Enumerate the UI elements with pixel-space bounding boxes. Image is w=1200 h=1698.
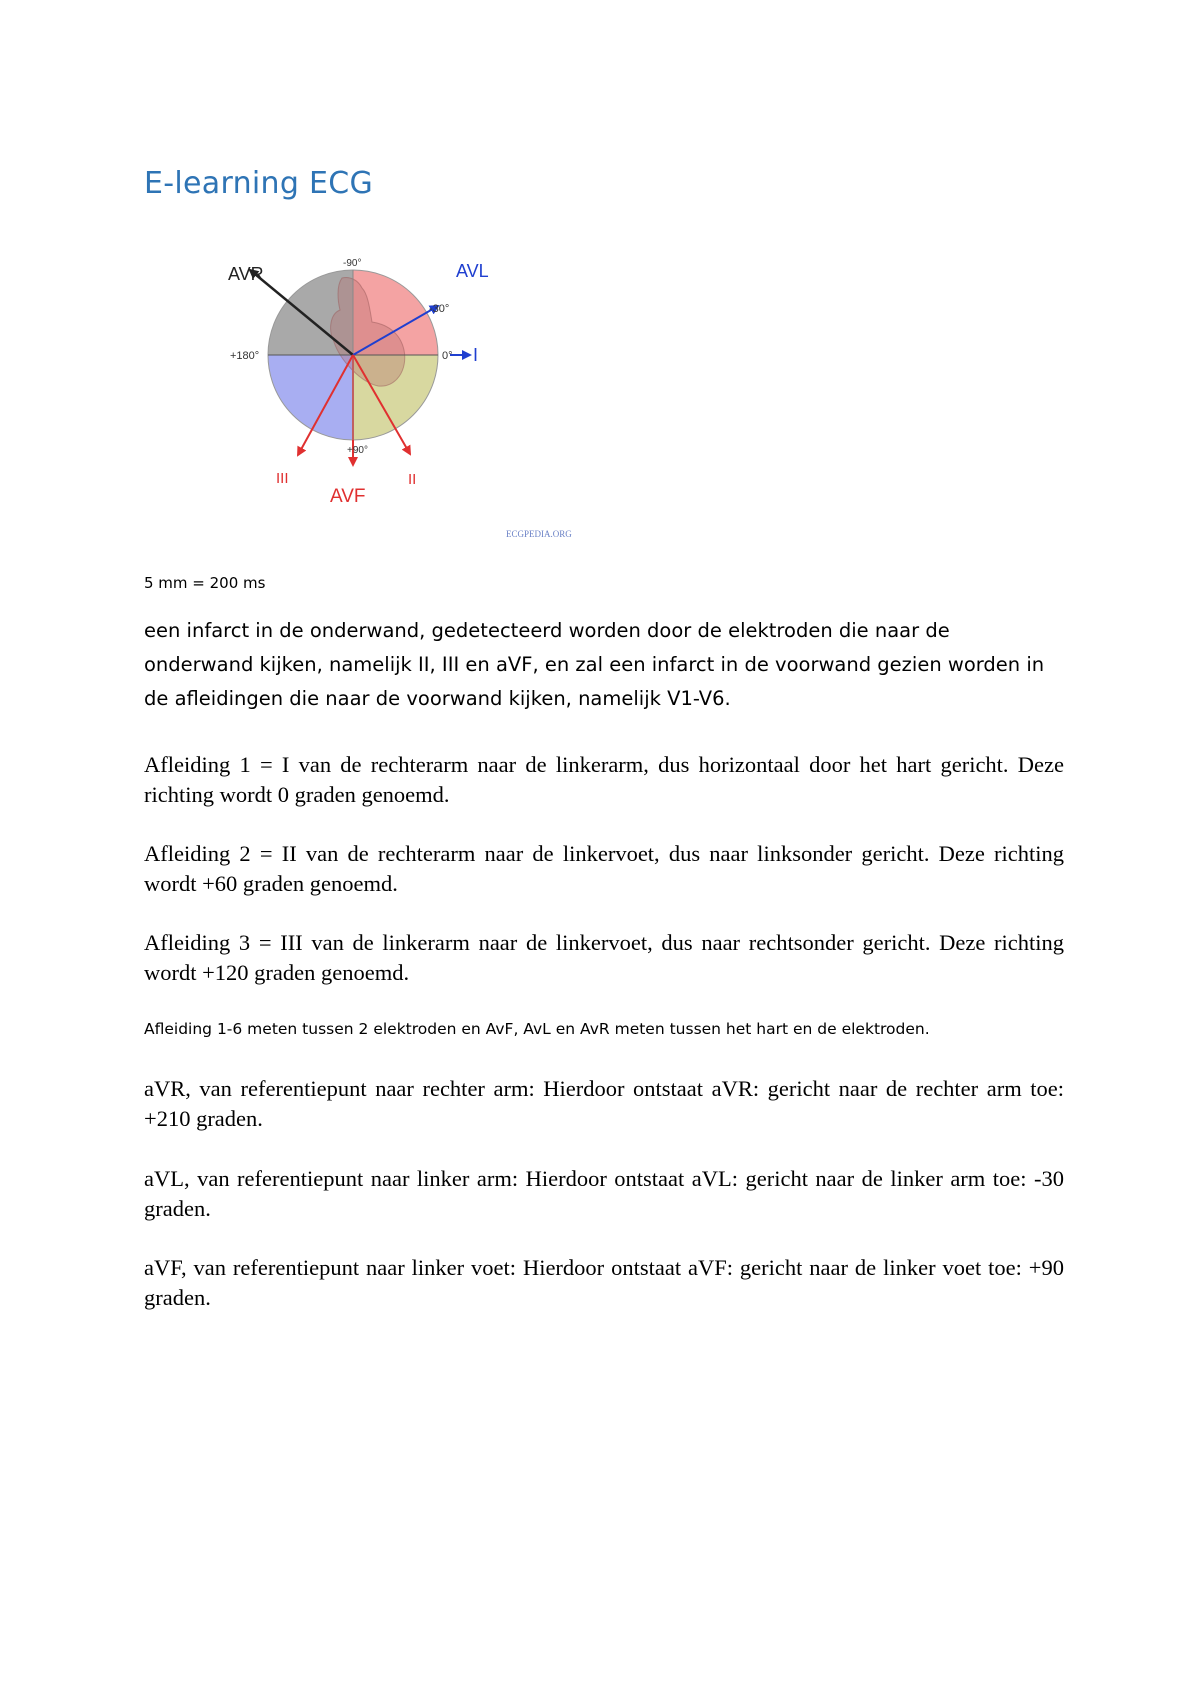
label-lead-iii: III [276,470,289,487]
avf-paragraph: aVF, van referentiepunt naar linker voet: Hierdoor ontstaat aVF: gericht naar de linker voet toe: +90 graden. [144,1255,1064,1310]
label-lead-ii: II [408,471,417,488]
avl-paragraph: aVL, van referentiepunt naar linker arm: Hierdoor ontstaat aVL: gericht naar de linker arm toe: -30 graden. [144,1166,1064,1221]
avr-paragraph: aVR, van referentiepunt naar rechter arm: Hierdoor ontstaat aVR: gericht naar de rechter arm toe: +210 graden. [144,1076,1064,1131]
label-deg-minus90: -90° [343,258,362,269]
label-deg-plus180: +180° [230,350,260,362]
intro-paragraph: een infarct in de onderwand, gedetecteerd worden door de elektroden die naar de onderwand kijken, namelijk II, III en aVF, en zal een infarct in de voorwand gezien worden in de afleidingen die naar de voorwand kijken, namelijk V1-V6. [144,619,1045,710]
quadrant-lower-left [268,355,353,440]
label-deg-plus90: +90° [347,445,368,456]
afleiding-1-paragraph: Afleiding 1 = I van de rechterarm naar de linkerarm, dus horizontaal door het hart gericht. Deze richting wordt 0 graden genoemd. [144,752,1064,807]
label-avl: AVL [456,261,489,281]
watermark-ecgpedia: ECGPEDIA.ORG [506,529,572,539]
label-avr: AVR [228,264,264,284]
label-lead-i: I [473,345,479,365]
afleiding-3-paragraph: Afleiding 3 = III van de linkerarm naar de linkervoet, dus naar rechtsonder gericht. Deze richting wordt +120 graden genoemd. [144,930,1064,985]
afleiding-2-paragraph: Afleiding 2 = II van de rechterarm naar de linkervoet, dus naar linksonder gericht. Deze richting wordt +60 graden genoemd. [144,841,1064,896]
label-deg-minus30: -30° [429,303,450,315]
label-avf: AVF [330,486,366,507]
hexaxial-lead-diagram [210,250,610,550]
page-title: E-learning ECG [144,166,374,201]
note-paragraph: Afleiding 1-6 meten tussen 2 elektroden en AvF, AvL en AvR meten tussen het hart en de elektroden. [144,1020,930,1038]
caption-timing: 5 mm = 200 ms [144,574,266,592]
label-deg-0: 0° [442,350,453,362]
